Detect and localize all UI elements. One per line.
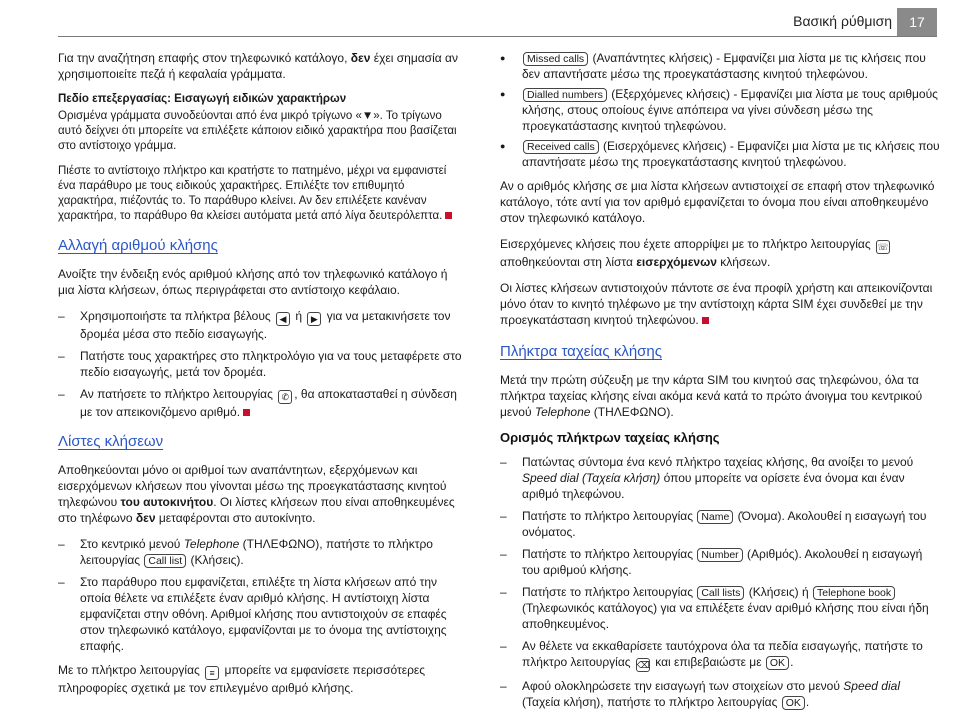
name-key[interactable]: Name (697, 510, 733, 524)
reject-call-icon: ☏ (877, 242, 889, 252)
call-list-key[interactable]: Call list (144, 554, 186, 568)
call-lists-text: Αποθηκεύονται μόνο οι αριθμοί των αναπάντητων, εξερχόμενων και εισερχόμενων κλήσεων που γίνονται μέσω της προεγκατάστασης κινητού τηλεφώνου του αυτοκινήτου. Οι λίστες κλήσεων που είναι αποθηκευμένες στο τηλέφωνο δεν μεταφέρονται στο αυτοκίνητο. (58, 463, 455, 525)
end-marker-icon (243, 409, 250, 416)
arrow-left-icon: ◀ (276, 312, 290, 326)
info-icon: ≡ (205, 666, 219, 680)
rejected-calls-text: Εισερχόμενες κλήσεις που έχετε απορρίψει με το πλήκτρο λειτουργίας ☏ αποθηκεύονται στη λίστα εισερχόμενων κλήσεων. (500, 237, 889, 269)
call-lists-heading: Λίστες κλήσεων (58, 433, 164, 450)
list-item: – Πατήστε τους χαρακτήρες στο πληκτρολόγιο για να τους μεταφέρετε στο πεδίο εισαγωγής, μετά τον δρομέα. (58, 348, 466, 380)
list-item: – Αφού ολοκληρώσετε την εισαγωγή των στοιχείων στο μενού Speed dial (Ταχεία κλήση), πατήστε το πλήκτρο λειτουργίας OK . (500, 678, 940, 710)
list-item: – Αν θέλετε να εκκαθαρίσετε ταυτόχρονα όλα τα πεδία εισαγωγής, πατήστε το πλήκτρο λειτουργίας ⌫ και επιβεβαιώστε με OK . (500, 638, 940, 672)
left-column (58, 50, 466, 706)
info-key-text: Με το πλήκτρο λειτουργίας ≡ μπορείτε να εμφανίσετε περισσότερες πληροφορίες σχετικά με τον επιλεγμένο αριθμό κλήσης. (58, 663, 426, 695)
received-calls-key[interactable]: Received calls (523, 140, 599, 154)
page-header (0, 0, 960, 40)
list-item: – Πατώντας σύντομα ένα κενό πλήκτρο ταχείας κλήσης, θα ανοίξει το μενού Speed dial (Ταχεία κλήση) όπου μπορείτε να ορίσετε ένα όνομα και έναν αριθμό τηλεφώνου. (500, 454, 940, 502)
list-item: ● Received calls (Εισερχόμενες κλήσεις) - Εμφανίζει μια λίστα με τις κλήσεις που απαντήσατε μέσω της προεγκατάστασης κινητού τηλεφώνου. (500, 138, 940, 170)
speed-dial-text: Μετά την πρώτη σύζευξη με την κάρτα SIM του κινητού σας τηλεφώνου, όλα τα πλήκτρα ταχείας κλήσης είναι ακόμα κενά κατά το πρώτο άνοιγμα του κεντρικού μενού Telephone (ΤΗΛΕΦΩΝΟ). (500, 373, 923, 419)
list-item: ● Dialled numbers (Εξερχόμενες κλήσεις) - Εμφανίζει μια λίστα με τους αριθμούς κλήσης, στους οποίους έγινε απόπειρα να γίνει σύνδεση μέσω της προεγκατάστασης κινητού τηλεφώνου. (500, 86, 940, 134)
header-rule (58, 36, 937, 37)
list-item: – Στο κεντρικό μενού Telephone (ΤΗΛΕΦΩΝΟ), πατήστε το πλήκτρο λειτουργίας Call list (Κλήσεις). (58, 536, 466, 568)
trash-icon: ⌫ (636, 660, 650, 670)
right-column (500, 50, 940, 716)
end-marker-icon (702, 317, 709, 324)
search-note: Για την αναζήτηση επαφής στον τηλεφωνικό κατάλογο, δεν έχει σημασία αν χρησιμοποιείτε πεζά ή κεφαλαία γράμματα. (58, 51, 458, 81)
list-item: – Πατήστε το πλήκτρο λειτουργίας Number (Αριθμός). Ακολουθεί η εισαγωγή του αριθμού κλήσης. (500, 546, 940, 578)
list-item: – Πατήστε το πλήκτρο λειτουργίας Name (Όνομα). Ακολουθεί η εισαγωγή του ονόματος. (500, 508, 940, 540)
special-chars-text-2: Πιέστε το αντίστοιχο πλήκτρο και κρατήστε το πατημένο, μέχρι να εμφανιστεί ένα παράθυρο με τους ειδικούς χαρακτήρες. Επιλέξτε τον επιθυμητό χαρακτήρα, πιέζοντάς το. Το παράθυρο κλείνει. Αν δεν επιλέξετε κανέναν χαρακτήρα, το παράθυρο θα κλείσει αυτόματα μετά από λίγα δευτερόλεπτα. (58, 164, 466, 224)
call-icon: ✆ (278, 390, 292, 404)
speed-dial-heading: Πλήκτρα ταχείας κλήσης (500, 343, 662, 360)
change-number-heading: Αλλαγή αριθμού κλήσης (58, 237, 218, 254)
arrow-right-icon: ▶ (307, 312, 321, 326)
define-speed-dial-heading: Ορισμός πλήκτρων ταχείας κλήσης (500, 430, 720, 445)
special-chars-text: Ορισμένα γράμματα συνοδεύονται από ένα μικρό τρίγωνο «▼». Το τρίγωνο αυτό δείχνει ότι μπορείτε να επιλέξετε κάποιον ειδικό χαρακτήρα που βασίζεται στο αντίστοιχο γράμμα. (58, 110, 457, 152)
ok-key[interactable]: OK (782, 696, 805, 710)
end-marker-icon (445, 212, 452, 219)
special-chars-heading: Πεδίο επεξεργασίας: Εισαγωγή ειδικών χαρακτήρων (58, 93, 347, 105)
section-title: Βασική ρύθμιση (793, 13, 892, 29)
missed-calls-key[interactable]: Missed calls (523, 52, 588, 66)
contact-name-text: Αν ο αριθμός κλήσης σε μια λίστα κλήσεων αντιστοιχεί σε επαφή στον τηλεφωνικό κατάλογο, τότε αντί για τον αριθμό εμφανίζεται το όνομα που είναι αποθηκευμένο στον τηλεφωνικό κατάλογο. (500, 179, 935, 225)
list-item: – Αν πατήσετε το πλήκτρο λειτουργίας ✆ , θα αποκατασταθεί η σύνδεση με τον απεικονιζόμενο αριθμό. (58, 386, 466, 420)
list-item: – Χρησιμοποιήστε τα πλήκτρα βέλους ◀ ή ▶ για να μετακινήσετε τον δρομέα μέσα στο πεδίο εισαγωγής. (58, 308, 466, 342)
profile-text: Οι λίστες κλήσεων αντιστοιχούν πάντοτε σε ένα προφίλ χρήστη και απεικονίζονται μόνο όταν το κινητό τηλέφωνο με την αντίστοιχη κάρτα SIM έχει συνδεθεί με την προεγκατάσταση κινητού τηλεφώνου. (500, 281, 933, 327)
list-item: – Στο παράθυρο που εμφανίζεται, επιλέξτε τη λίστα κλήσεων από την οποία θέλετε να επιλέξετε έναν αριθμό κλήσης. Η αντίστοιχη λίστα εμφανίζεται στην οθόνη. Αριθμοί κλήσης που αντιστοιχούν σε επαφές στον τηλεφωνικό κατάλογο, εμφανίζονται με το όνομα της αντίστοιχης επαφής. (58, 574, 466, 654)
ok-key[interactable]: OK (766, 656, 789, 670)
call-lists-key[interactable]: Call lists (697, 586, 744, 600)
list-item: – Πατήστε το πλήκτρο λειτουργίας Call lists (Κλήσεις) ή Telephone book (Τηλεφωνικός κατάλογος) για να επιλέξετε έναν αριθμό κλήσης που είναι ήδη αποθηκευμένος. (500, 584, 940, 632)
dialled-numbers-key[interactable]: Dialled numbers (523, 88, 607, 102)
list-item: ● Missed calls (Αναπάντητες κλήσεις) - Εμφανίζει μια λίστα με τις κλήσεις που δεν απαντήσατε μέσω της προεγκατάστασης κινητού τηλεφώνου. (500, 50, 940, 82)
change-number-text: Ανοίξτε την ένδειξη ενός αριθμού κλήσης από τον τηλεφωνικό κατάλογο ή μια λίστα κλήσεων, όπως περιγράφεται στο αντίστοιχο κεφάλαιο. (58, 267, 448, 297)
number-key[interactable]: Number (697, 548, 742, 562)
telephone-book-key[interactable]: Telephone book (813, 586, 895, 600)
page-number: 17 (897, 8, 937, 36)
